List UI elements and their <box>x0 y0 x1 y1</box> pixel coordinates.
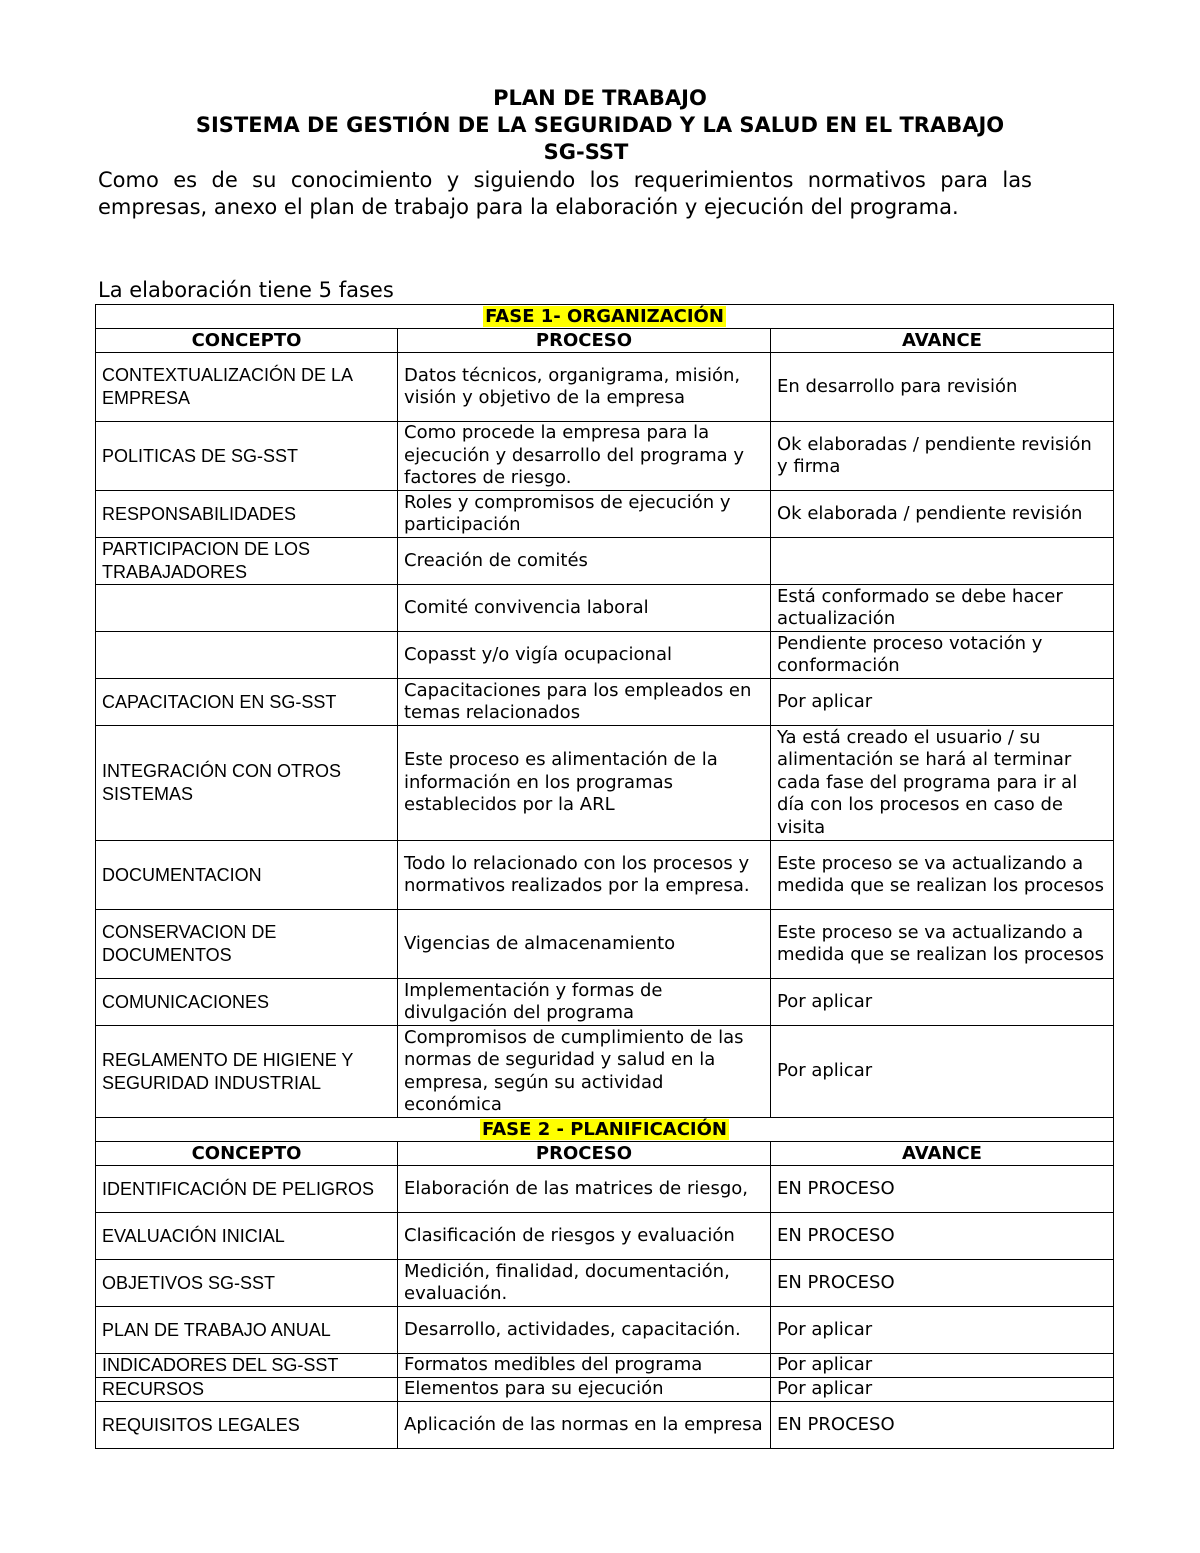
process-cell: Este proceso es alimentación de la información en los programas establecidos por la ARL <box>398 726 771 841</box>
progress-cell: Ok elaboradas / pendiente revisión y firma <box>771 422 1114 491</box>
work-plan-body <box>96 305 1114 1449</box>
column-header-progress: AVANCE <box>771 1142 1114 1166</box>
process-cell: Datos técnicos, organigrama, misión, visión y objetivo de la empresa <box>398 353 771 422</box>
table-row <box>96 1354 1114 1378</box>
table-row <box>96 726 1114 841</box>
concept-cell <box>96 632 398 679</box>
concept-cell: OBJETIVOS SG-SST <box>96 1260 398 1307</box>
progress-cell: Pendiente proceso votación y conformación <box>771 632 1114 679</box>
progress-cell <box>771 538 1114 585</box>
process-cell: Creación de comités <box>398 538 771 585</box>
table-row <box>96 1213 1114 1260</box>
column-header-process: PROCESO <box>398 329 771 353</box>
phase-title: FASE 2 - PLANIFICACIÓN <box>482 1119 727 1140</box>
process-cell: Capacitaciones para los empleados en temas relacionados <box>398 679 771 726</box>
table-row <box>96 910 1114 979</box>
table-row <box>96 585 1114 632</box>
column-header-concept: CONCEPTO <box>96 329 398 353</box>
document-title: PLAN DE TRABAJO <box>493 86 707 110</box>
phase-header-row <box>96 1118 1114 1142</box>
table-row <box>96 979 1114 1026</box>
process-cell: Elaboración de las matrices de riesgo, <box>398 1166 771 1213</box>
concept-cell: RESPONSABILIDADES <box>96 491 398 538</box>
column-header-row <box>96 329 1114 353</box>
concept-cell: INTEGRACIÓN CON OTROS SISTEMAS <box>96 726 398 841</box>
process-cell: Compromisos de cumplimiento de las normas de seguridad y salud en la empresa, según su actividad económica <box>398 1026 771 1118</box>
progress-cell: Ok elaborada / pendiente revisión <box>771 491 1114 538</box>
column-header-row <box>96 1142 1114 1166</box>
table-row <box>96 1026 1114 1118</box>
table-row <box>96 491 1114 538</box>
process-cell: Comité convivencia laboral <box>398 585 771 632</box>
document-subtitle: SISTEMA DE GESTIÓN DE LA SEGURIDAD Y LA SALUD EN EL TRABAJO <box>195 113 1005 137</box>
concept-cell: CONTEXTUALIZACIÓN DE LA EMPRESA <box>96 353 398 422</box>
phases-intro: La elaboración tiene 5 fases <box>98 278 394 302</box>
table-row <box>96 1260 1114 1307</box>
process-cell: Desarrollo, actividades, capacitación. <box>398 1307 771 1354</box>
column-header-progress: AVANCE <box>771 329 1114 353</box>
concept-cell: REQUISITOS LEGALES <box>96 1402 398 1449</box>
progress-cell: Por aplicar <box>771 1026 1114 1118</box>
concept-cell: IDENTIFICACIÓN DE PELIGROS <box>96 1166 398 1213</box>
table-row <box>96 538 1114 585</box>
concept-cell: COMUNICACIONES <box>96 979 398 1026</box>
progress-cell: Por aplicar <box>771 679 1114 726</box>
table-row <box>96 422 1114 491</box>
work-plan-table <box>95 304 1114 1449</box>
progress-cell: Por aplicar <box>771 979 1114 1026</box>
concept-cell: PARTICIPACION DE LOS TRABAJADORES <box>96 538 398 585</box>
phase-header-row <box>96 305 1114 329</box>
process-cell: Vigencias de almacenamiento <box>398 910 771 979</box>
table-row <box>96 841 1114 910</box>
process-cell: Implementación y formas de divulgación del programa <box>398 979 771 1026</box>
concept-cell: RECURSOS <box>96 1378 398 1402</box>
process-cell: Copasst y/o vigía ocupacional <box>398 632 771 679</box>
concept-cell: CONSERVACION DE DOCUMENTOS <box>96 910 398 979</box>
progress-cell: Está conformado se debe hacer actualización <box>771 585 1114 632</box>
phase-title-cell <box>96 305 1114 329</box>
table-row <box>96 1378 1114 1402</box>
progress-cell: EN PROCESO <box>771 1402 1114 1449</box>
concept-cell: PLAN DE TRABAJO ANUAL <box>96 1307 398 1354</box>
process-cell: Roles y compromisos de ejecución y participación <box>398 491 771 538</box>
table-row <box>96 1166 1114 1213</box>
process-cell: Como procede la empresa para la ejecución y desarrollo del programa y factores de riesgo. <box>398 422 771 491</box>
concept-cell: DOCUMENTACION <box>96 841 398 910</box>
phase-title-cell <box>96 1118 1114 1142</box>
process-cell: Clasificación de riesgos y evaluación <box>398 1213 771 1260</box>
concept-cell <box>96 585 398 632</box>
table-row <box>96 1402 1114 1449</box>
table-row <box>96 632 1114 679</box>
progress-cell: En desarrollo para revisión <box>771 353 1114 422</box>
progress-cell: Ya está creado el usuario / su alimentación se hará al terminar cada fase del programa para ir al día con los procesos en caso de visita <box>771 726 1114 841</box>
table-row <box>96 679 1114 726</box>
phase-title: FASE 1- ORGANIZACIÓN <box>485 306 724 327</box>
progress-cell: Por aplicar <box>771 1307 1114 1354</box>
process-cell: Medición, finalidad, documentación, evaluación. <box>398 1260 771 1307</box>
concept-cell: INDICADORES DEL SG-SST <box>96 1354 398 1378</box>
concept-cell: POLITICAS DE SG-SST <box>96 422 398 491</box>
process-cell: Aplicación de las normas en la empresa <box>398 1402 771 1449</box>
concept-cell: EVALUACIÓN INICIAL <box>96 1213 398 1260</box>
progress-cell: Por aplicar <box>771 1354 1114 1378</box>
progress-cell: EN PROCESO <box>771 1166 1114 1213</box>
concept-cell: REGLAMENTO DE HIGIENE Y SEGURIDAD INDUSTRIAL <box>96 1026 398 1118</box>
concept-cell: CAPACITACION EN SG-SST <box>96 679 398 726</box>
progress-cell: EN PROCESO <box>771 1260 1114 1307</box>
progress-cell: Este proceso se va actualizando a medida que se realizan los procesos <box>771 841 1114 910</box>
table-row <box>96 353 1114 422</box>
document-acronym: SG-SST <box>543 140 629 164</box>
column-header-concept: CONCEPTO <box>96 1142 398 1166</box>
column-header-process: PROCESO <box>398 1142 771 1166</box>
table-row <box>96 1307 1114 1354</box>
process-cell: Formatos medibles del programa <box>398 1354 771 1378</box>
progress-cell: Por aplicar <box>771 1378 1114 1402</box>
process-cell: Todo lo relacionado con los procesos y normativos realizados por la empresa. <box>398 841 771 910</box>
process-cell: Elementos para su ejecución <box>398 1378 771 1402</box>
progress-cell: EN PROCESO <box>771 1213 1114 1260</box>
progress-cell: Este proceso se va actualizando a medida que se realizan los procesos <box>771 910 1114 979</box>
intro-paragraph: Como es de su conocimiento y siguiendo los requerimientos normativos para las empresas, anexo el plan de trabajo para la elaboración y ejecución del programa. <box>98 168 1032 219</box>
